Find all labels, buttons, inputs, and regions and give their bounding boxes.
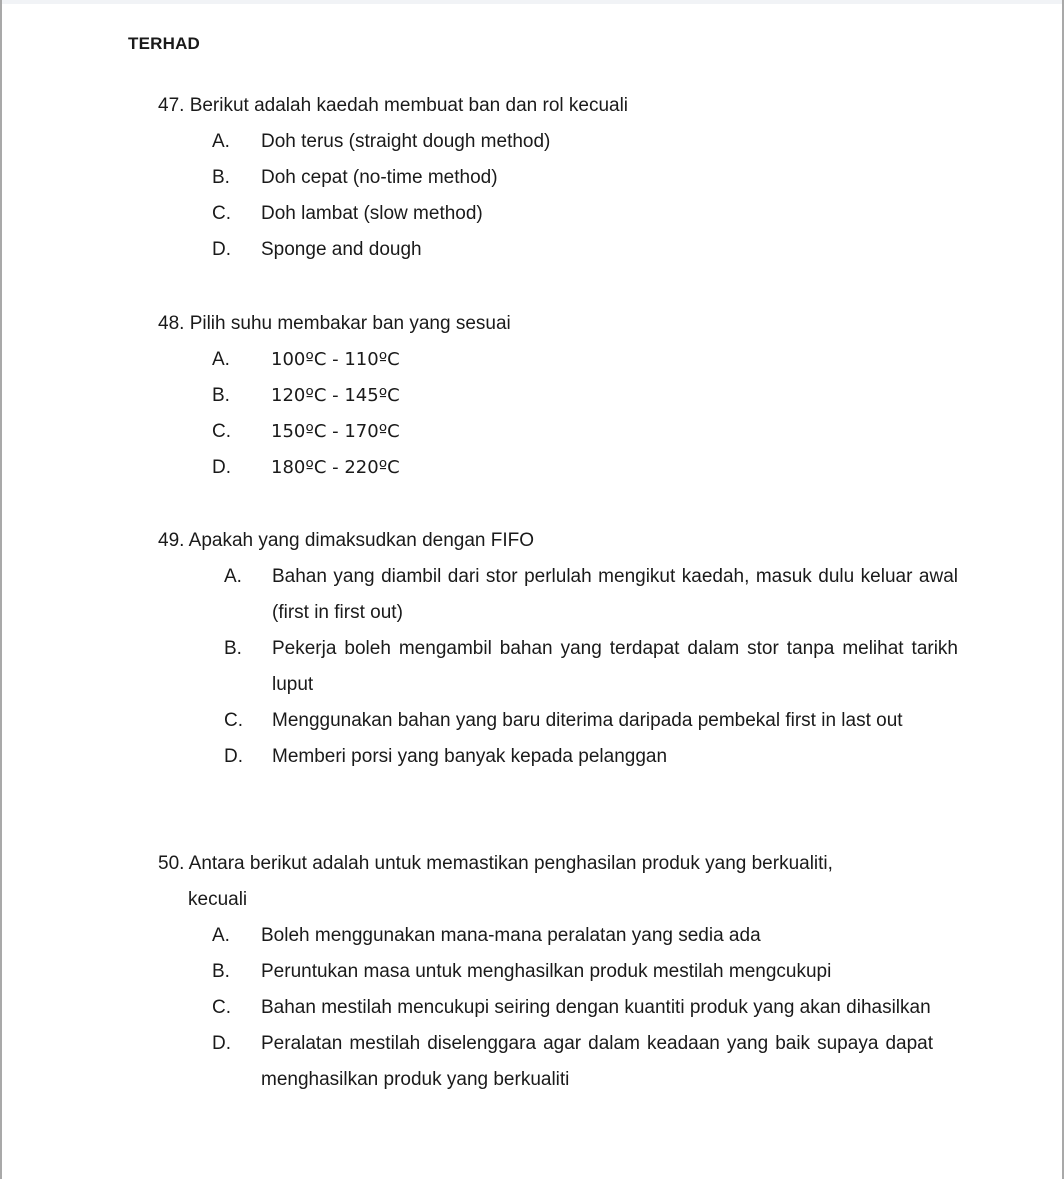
option-c[interactable] [158,414,958,450]
option-letter: A. [224,566,242,587]
page-top-edge [0,0,1064,4]
option-b[interactable] [158,631,958,703]
option-text: 100ºC - 110ºC [271,349,400,370]
option-letter: D. [212,457,231,478]
option-letter: A. [212,349,230,370]
option-letter: B. [212,385,230,406]
option-letter: B. [224,638,242,659]
option-list [158,918,934,1098]
classification-label: TERHAD [128,34,201,53]
option-c[interactable] [158,990,934,1026]
option-text: Peruntukan masa untuk menghasilkan produk mestilah mengcukupi [261,961,832,982]
question-stem [158,846,934,918]
option-list [158,342,958,486]
option-letter: D. [224,746,243,767]
option-d[interactable] [158,1026,934,1098]
option-text: 150ºC - 170ºC [271,421,400,442]
question-stem: 49. Apakah yang dimaksudkan dengan FIFO [158,530,535,551]
option-list [158,559,958,775]
option-text: Bahan yang diambil dari stor perlulah mengikut kaedah, masuk dulu keluar awal (first in first out) [272,566,958,623]
question-stem-continuation: kecuali [188,889,248,910]
option-text: Doh terus (straight dough method) [261,131,551,152]
option-letter: B. [212,961,230,982]
option-c[interactable] [158,703,958,739]
option-b[interactable] [158,160,958,196]
question-50 [158,846,934,1098]
option-text: 120ºC - 145ºC [271,385,400,406]
option-list [158,124,958,268]
option-a[interactable] [158,124,958,160]
option-text: Boleh menggunakan mana-mana peralatan yang sedia ada [261,925,761,946]
question-stem: 47. Berikut adalah kaedah membuat ban dan rol kecuali [158,95,629,116]
option-letter: C. [212,997,231,1018]
option-letter: C. [212,421,231,442]
option-d[interactable] [158,450,958,486]
option-a[interactable] [158,918,934,954]
option-text: Doh lambat (slow method) [261,203,483,224]
option-text: 180ºC - 220ºC [271,457,400,478]
option-text: Sponge and dough [261,239,422,260]
option-text: Doh cepat (no-time method) [261,167,498,188]
option-letter: D. [212,239,231,260]
option-d[interactable] [158,739,958,775]
option-letter: A. [212,925,230,946]
question-47 [158,88,958,268]
option-text: Memberi porsi yang banyak kepada pelanggan [272,746,668,767]
option-text: Menggunakan bahan yang baru diterima daripada pembekal first in last out [272,710,903,731]
option-text: Peralatan mestilah diselenggara agar dalam keadaan yang baik supaya dapat menghasilkan produk yang berkualiti [261,1033,933,1090]
option-b[interactable] [158,378,958,414]
question-stem-line: 50. Antara berikut adalah untuk memastikan penghasilan produk yang berkualiti, [158,853,833,874]
page-left-border [0,0,2,1179]
option-letter: C. [212,203,231,224]
option-letter: D. [212,1033,231,1054]
option-text: Pekerja boleh mengambil bahan yang terdapat dalam stor tanpa melihat tarikh luput [272,638,958,695]
question-49 [158,523,958,775]
option-letter: B. [212,167,230,188]
option-letter: C. [224,710,243,731]
option-text: Bahan mestilah mencukupi seiring dengan kuantiti produk yang akan dihasilkan [261,997,931,1018]
option-a[interactable] [158,559,958,631]
option-d[interactable] [158,232,958,268]
option-c[interactable] [158,196,958,232]
option-b[interactable] [158,954,934,990]
option-letter: A. [212,131,230,152]
question-stem: 48. Pilih suhu membakar ban yang sesuai [158,313,511,334]
question-48 [158,306,958,486]
option-a[interactable] [158,342,958,378]
